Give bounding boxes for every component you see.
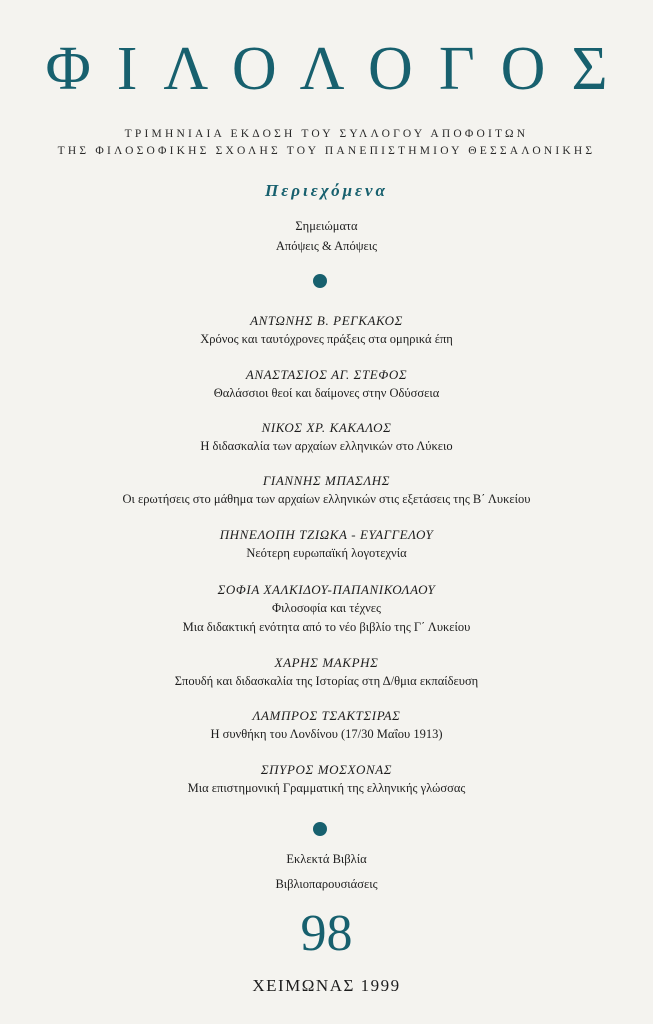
- intro-item: Απόψεις & Απόψεις: [275, 239, 378, 253]
- article-author: ΧΑΡΗΣ ΜΑΚΡΗΣ: [274, 655, 379, 670]
- article-title: Μια διδακτική ενότητα από το νέο βιβλίο της Γ΄ Λυκείου: [182, 620, 471, 634]
- intro-item: Σημειώματα: [295, 219, 358, 233]
- article-title: Η συνθήκη του Λονδίνου (17/30 Μαΐου 1913): [210, 727, 443, 741]
- article-author: ΣΟΦΙΑ ΧΑΛΚΙΔΟΥ-ΠΑΠΑΝΙΚΟΛΑΟΥ: [217, 582, 436, 597]
- masthead-title: ΦΙΛΟΛΟΓΟΣ: [45, 35, 634, 103]
- contents-heading: Περιεχόμενα: [265, 181, 388, 200]
- article-author: ΣΠΥΡΟΣ ΜΟΣΧΟΝΑΣ: [260, 762, 393, 777]
- article-title: Θαλάσσιοι θεοί και δαίμονες στην Οδύσσεια: [213, 386, 440, 400]
- article-author: ΠΗΝΕΛΟΠΗ ΤΖΙΩΚΑ - ΕΥΑΓΓΕΛΟΥ: [219, 527, 434, 542]
- article-author: ΑΝΑΣΤΑΣΙΟΣ ΑΓ. ΣΤΕΦΟΣ: [245, 367, 408, 382]
- article-title: Χρόνος και ταυτόχρονες πράξεις στα ομηρικά έπη: [200, 332, 453, 346]
- article-title: Η διδασκαλία των αρχαίων ελληνικών στο Λύκειο: [200, 439, 453, 453]
- article-author: ΝΙΚΟΣ ΧΡ. ΚΑΚΑΛΟΣ: [261, 420, 392, 435]
- closing-item: Βιβλιοπαρουσιάσεις: [275, 877, 378, 891]
- article-title: Νεότερη ευρωπαϊκή λογοτεχνία: [246, 546, 407, 560]
- issue-season: ΧΕΙΜΩΝΑΣ 1999: [252, 976, 401, 995]
- article-author: ΓΙΑΝΝΗΣ ΜΠΑΣΛΗΣ: [262, 473, 391, 488]
- subtitle-line-1: ΤΡΙΜΗΝΙΑΙΑ ΕΚΔΟΣΗ ΤΟΥ ΣΥΛΛΟΓΟΥ ΑΠΟΦΟΙΤΩΝ: [124, 128, 529, 140]
- closing-item: Εκλεκτά Βιβλία: [286, 852, 367, 866]
- article-author: ΑΝΤΩΝΗΣ Β. ΡΕΓΚΑΚΟΣ: [250, 313, 403, 328]
- article-title: Μια επιστημονική Γραμματική της ελληνικής γλώσσας: [187, 781, 466, 795]
- article-title: Σπουδή και διδασκαλία της Ιστορίας στη Δ/θμια εκπαίδευση: [174, 674, 479, 688]
- bullet-dot-icon: [313, 822, 327, 836]
- article-title: Φιλοσοφία και τέχνες: [272, 601, 381, 615]
- subtitle-line-2: ΤΗΣ ΦΙΛΟΣΟΦΙΚΗΣ ΣΧΟΛΗΣ ΤΟΥ ΠΑΝΕΠΙΣΤΗΜΙΟΥ ΘΕΣΣΑΛΟΝΙΚΗΣ: [57, 145, 596, 157]
- article-title: Οι ερωτήσεις στο μάθημα των αρχαίων ελληνικών στις εξετάσεις της Β΄ Λυκείου: [122, 492, 531, 506]
- bullet-dot-icon: [313, 274, 327, 288]
- article-author: ΛΑΜΠΡΟΣ ΤΣΑΚΤΣΙΡΑΣ: [252, 708, 401, 723]
- issue-number: 98: [300, 905, 353, 962]
